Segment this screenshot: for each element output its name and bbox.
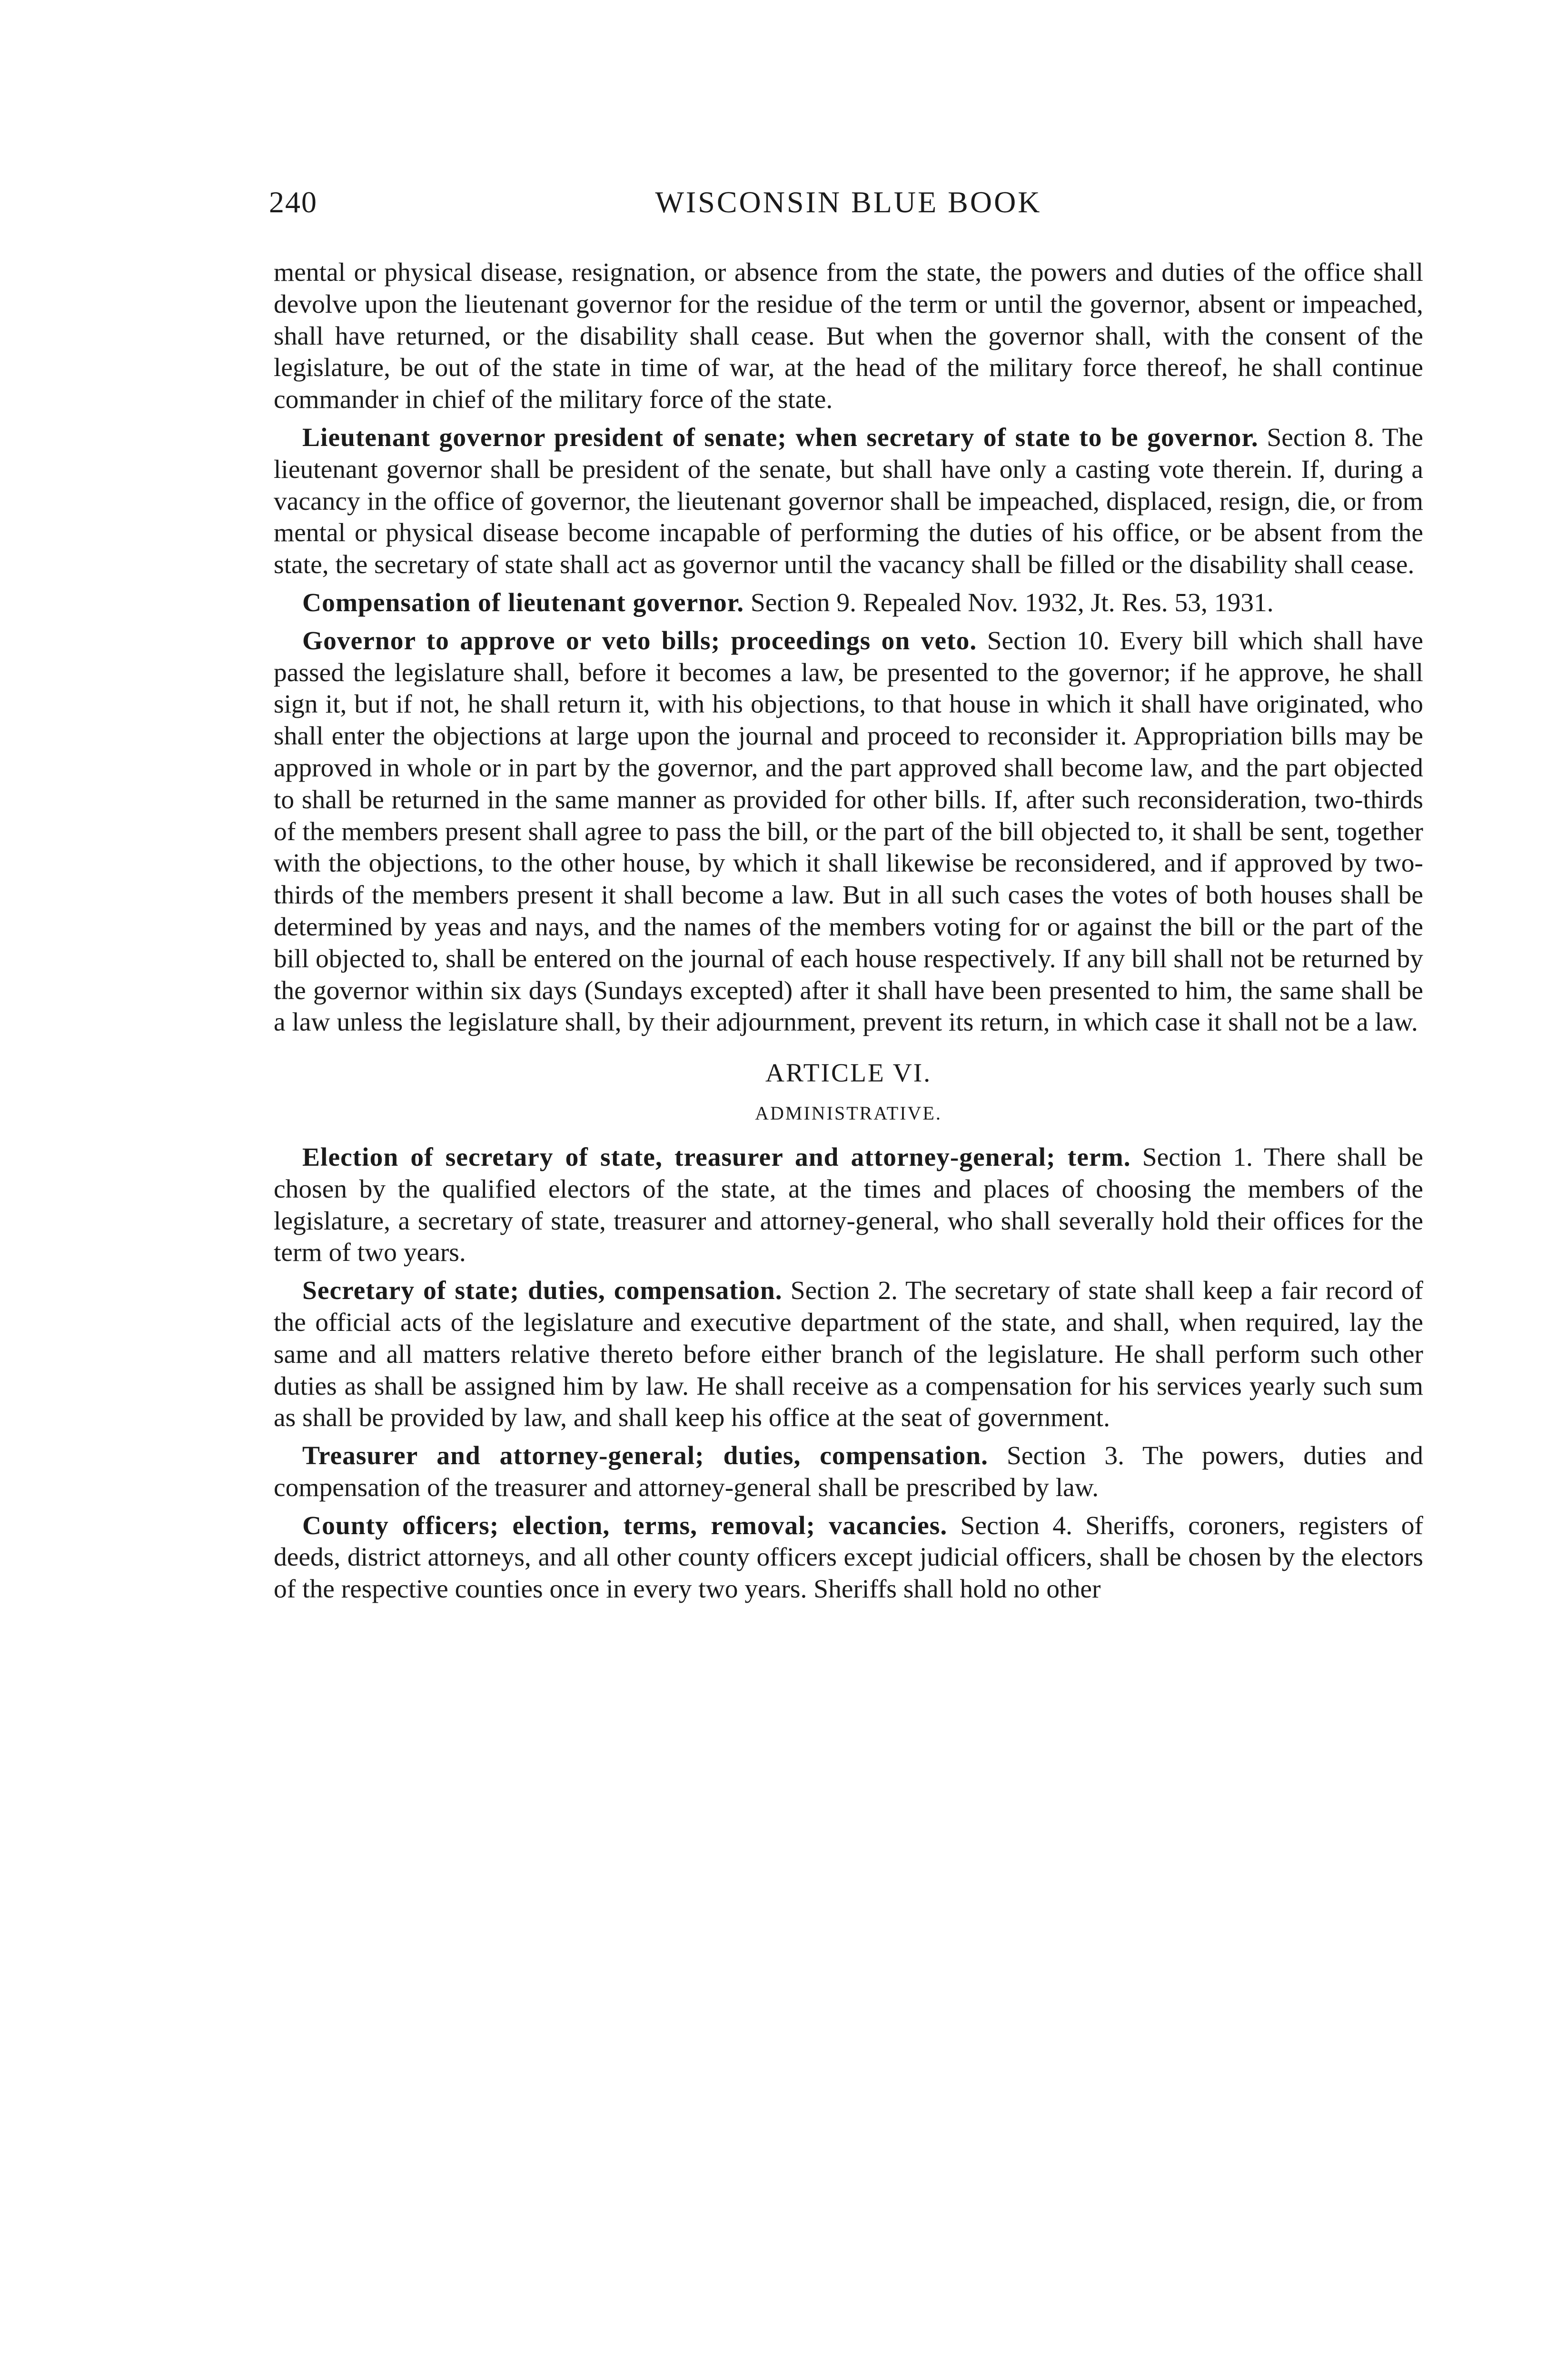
- section-paragraph: [274, 1440, 1423, 1504]
- section-heading: Election of secretary of state, treasurer and attorney-general; term.: [302, 1142, 1131, 1172]
- section-text: Section 3. The powers, duties and compensation of the treasurer and attorney-general shall be prescribed by law.: [274, 1441, 1423, 1502]
- section-heading: Secretary of state; duties, compensation.: [302, 1276, 783, 1306]
- article-title: ARTICLE VI.: [765, 1059, 932, 1088]
- book-title: WISCONSIN BLUE BOOK: [655, 185, 1042, 219]
- section-text: Section 2. The secretary of state shall keep a fair record of the official acts of the legislature and executive department of the state, and shall, when required, lay the same and all matters relative thereto before either branch of the legislature. He shall perform such other duties as shall be assigned him by law. He shall receive as a compensation for his services yearly such sum as shall be provided by law, and shall keep his office at the seat of government.: [274, 1276, 1423, 1433]
- section-text: Section 8. The lieutenant governor shall be president of the senate, but shall have only a casting vote therein. If, during a vacancy in the office of governor, the lieutenant governor shall be impeached, displaced, resign, die, or from mental or physical disease become incapable of performing the duties of his office, or be absent from the state, the secretary of state shall act as governor until the vacancy shall be filled or the disability shall cease.: [274, 423, 1424, 580]
- section-text: Section 1. There shall be chosen by the qualified electors of the state, at the times and places of choosing the members of the legislature, a secretary of state, treasurer and attorney-general, who shall severally hold their offices for the term of two years.: [274, 1142, 1424, 1268]
- section-heading: Lieutenant governor president of senate; when secretary of state to be governor.: [302, 423, 1259, 452]
- section-paragraph: [274, 1510, 1423, 1606]
- section-paragraph: [274, 1142, 1423, 1269]
- page-number: 240: [269, 185, 317, 219]
- article-subtitle: ADMINISTRATIVE.: [755, 1102, 942, 1124]
- section-paragraph: [274, 625, 1423, 1039]
- body-text: [274, 257, 1423, 1606]
- section-heading: Compensation of lieutenant governor.: [302, 588, 744, 617]
- section-paragraph: [274, 587, 1423, 619]
- section-text: Section 10. Every bill which shall have passed the legislature shall, before it becomes a law, be presented to the governor; if he approve, he shall sign it, but if not, he shall return it, with his objections, to that house in which it shall have originated, who shall enter the objections at large upon the journal and proceed to reconsider it. Appropriation bills may be approved in whole or in part by the governor, and the part approved shall become law, and the part objected to shall be returned in the same manner as provided for other bills. If, after such reconsideration, two-thirds of the members present shall agree to pass the bill, or the part of the bill objected to, it shall be sent, together with the objections, to the other house, by which it shall likewise be reconsidered, and if approved by two-thirds of the members present it shall become a law. But in all such cases the votes of both houses shall be determined by yeas and nays, and the names of the members voting for or against the bill or the part of the bill objected to, shall be entered on the journal of each house respectively. If any bill shall not be returned by the governor within six days (Sundays excepted) after it shall have been presented to him, the same shall be a law unless the legislature shall, by their adjournment, prevent its return, in which case it shall not be a law.: [274, 626, 1423, 1037]
- section-paragraph: [274, 1275, 1423, 1434]
- section-heading: Treasurer and attorney-general; duties, compensation.: [302, 1441, 989, 1471]
- section-text: Section 9. Repealed Nov. 1932, Jt. Res. 53, 1931.: [751, 588, 1274, 617]
- section-heading: County officers; election, terms, removal; vacancies.: [302, 1511, 948, 1540]
- document-page: [269, 181, 1424, 1612]
- continuation-paragraph: mental or physical disease, resignation, or absence from the state, the powers and duties of the office shall devolve upon the lieutenant governor for the residue of the term or until the governor, absent or impeached, shall have returned, or the disability shall cease. But when the governor shall, with the consent of the legislature, be out of the state in time of war, at the head of the military force thereof, he shall continue commander in chief of the military force of the state.: [274, 258, 1423, 415]
- running-head: [269, 181, 1423, 224]
- section-heading: Governor to approve or veto bills; proceedings on veto.: [302, 626, 977, 655]
- section-paragraph: [274, 422, 1423, 581]
- section-text: Section 4. Sheriffs, coroners, registers of deeds, district attorneys, and all other county officers except judicial officers, shall be chosen by the electors of the respective counties once in every two years. Sheriffs shall hold no other: [274, 1511, 1424, 1604]
